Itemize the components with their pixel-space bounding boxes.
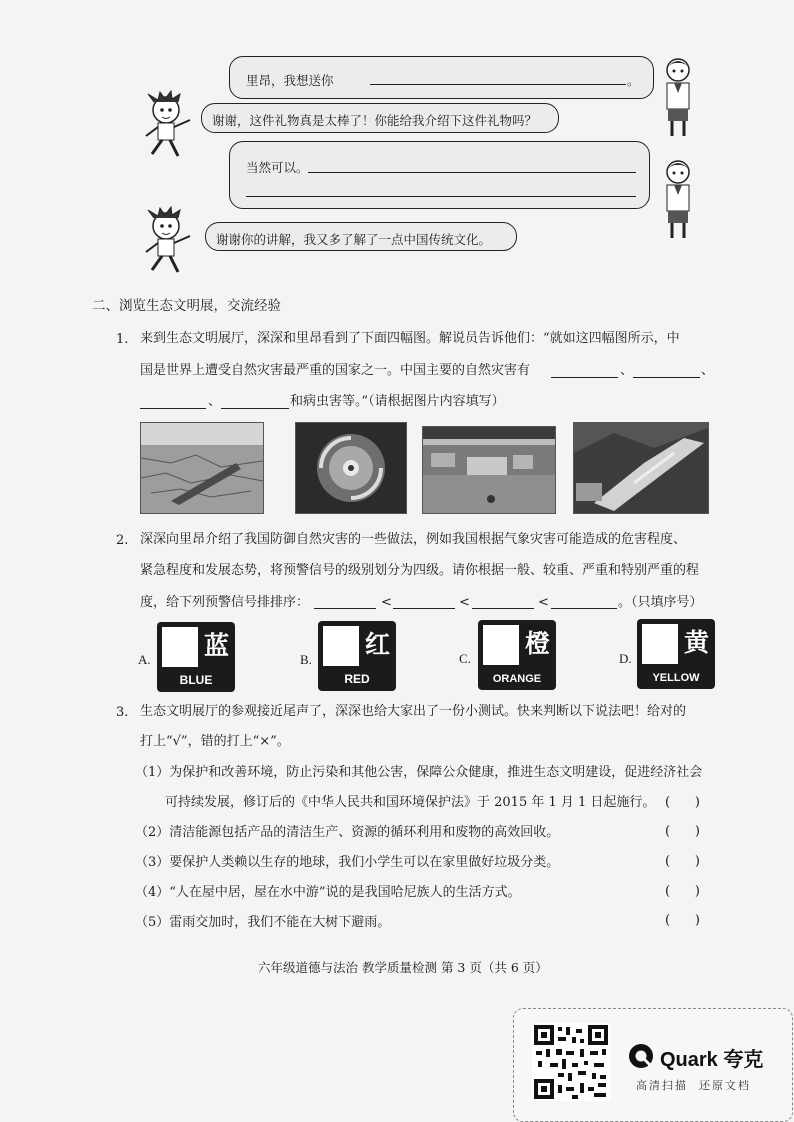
standing-child-illustration [658, 158, 698, 244]
separator: 、 [701, 363, 715, 378]
q2-text-line-3: 度，给下列预警信号排排序： [140, 595, 310, 610]
option-letter: A. [138, 652, 151, 667]
answer-line[interactable] [370, 84, 626, 85]
question-number: 1. [116, 332, 129, 347]
q1-text-line-3: 和病虫害等。”（请根据图片内容填写） [290, 394, 505, 409]
yellow-warning-signal: 黄 YELLOW [637, 619, 715, 689]
brand-tagline: 高清扫描 还原文档 [636, 1079, 751, 1092]
q2-text-line-3-end: 。（只填序号） [618, 595, 703, 610]
question-number: 2. [116, 533, 129, 548]
statement-4: （4）“人在屋中居，屋在水中游”说的是我国哈尼族人的生活方式。 [135, 885, 521, 900]
answer-line[interactable] [551, 608, 617, 609]
scanner-watermark [513, 1008, 793, 1122]
page-footer: 六年级道德与法治 教学质量检测 第 3 页（共 6 页） [258, 960, 548, 975]
option-letter: B. [300, 652, 312, 667]
option-letter: C. [459, 651, 471, 666]
answer-parentheses[interactable]: ( ) [665, 824, 700, 839]
qr-code [532, 1023, 610, 1101]
statement-1: （1）为保护和改善环境，防止污染和其他公害，保障公众健康，推进生态文明建设，促进经济社会 [135, 765, 703, 780]
orange-warning-signal: 橙 ORANGE [478, 620, 556, 690]
answer-line[interactable] [314, 608, 376, 609]
answer-parentheses[interactable]: ( ) [665, 795, 700, 810]
statement-2: （2）清洁能源包括产品的清洁生产、资源的循环利用和废物的高效回收。 [135, 825, 560, 840]
statement-5: （5）雷雨交加时，我们不能在大树下避雨。 [135, 915, 391, 930]
answer-line[interactable] [393, 608, 455, 609]
boy-running-illustration [138, 206, 200, 278]
red-warning-signal: 红 RED [318, 621, 396, 691]
typhoon-photo [295, 422, 407, 514]
quark-logo-icon [627, 1042, 655, 1070]
separator: 、 [208, 394, 222, 409]
flood-photo [422, 426, 556, 514]
less-than-sign: < [538, 595, 549, 610]
q3-text-line-2: 打上“√”，错的打上“×”。 [140, 734, 290, 749]
option-letter: D. [619, 651, 632, 666]
landslide-photo [573, 422, 709, 514]
answer-parentheses[interactable]: ( ) [665, 884, 700, 899]
statement-3: （3）要保护人类赖以生存的地球，我们小学生可以在家里做好垃圾分类。 [135, 855, 560, 870]
drought-photo [140, 422, 264, 514]
dialogue-line-1-end: 。 [627, 73, 640, 88]
less-than-sign: < [381, 595, 392, 610]
answer-line[interactable] [221, 408, 289, 409]
dialogue-line-4: 谢谢你的讲解，我又多了解了一点中国传统文化。 [216, 232, 492, 247]
q1-text-line-1: 来到生态文明展厅，深深和里昂看到了下面四幅图。解说员告诉他们：“就如这四幅图所示，中 [140, 331, 680, 346]
answer-parentheses[interactable]: ( ) [665, 913, 700, 928]
blue-warning-signal: 蓝 BLUE [157, 622, 235, 692]
boy-running-illustration [138, 90, 200, 162]
section-heading: 二、浏览生态文明展，交流经验 [92, 298, 281, 314]
answer-line[interactable] [308, 172, 636, 173]
statement-1-continued: 可持续发展，修订后的《中华人民共和国环境保护法》于 2015 年 1 月 1 日起施行。 [165, 795, 656, 810]
dialogue-line-3: 当然可以。 [246, 160, 309, 175]
separator: 、 [620, 363, 634, 378]
answer-line[interactable] [140, 408, 206, 409]
answer-line[interactable] [551, 377, 618, 378]
answer-line[interactable] [246, 196, 636, 197]
answer-parentheses[interactable]: ( ) [665, 854, 700, 869]
standing-child-illustration [658, 56, 698, 142]
answer-line[interactable] [472, 608, 534, 609]
q3-text-line-1: 生态文明展厅的参观接近尾声了，深深也给大家出了一份小测试。快来判断以下说法吧！给对的 [140, 704, 687, 719]
brand-name: Quark 夸克 [660, 1049, 764, 1071]
q2-text-line-2: 紧急程度和发展态势，将预警信号的级别划分为四级。请你根据一般、较重、严重和特别严重的程 [140, 563, 700, 578]
less-than-sign: < [459, 595, 470, 610]
q1-text-line-2: 国是世界上遭受自然灾害最严重的国家之一。中国主要的自然灾害有 [140, 363, 531, 378]
q2-text-line-1: 深深向里昂介绍了我国防御自然灾害的一些做法，例如我国根据气象灾害可能造成的危害程度、 [140, 532, 687, 547]
dialogue-line-1: 里昂，我想送你 [246, 73, 334, 88]
question-number: 3. [116, 705, 129, 720]
dialogue-line-2: 谢谢，这件礼物真是太棒了！你能给我介绍下这件礼物吗？ [212, 113, 538, 128]
answer-line[interactable] [633, 377, 700, 378]
